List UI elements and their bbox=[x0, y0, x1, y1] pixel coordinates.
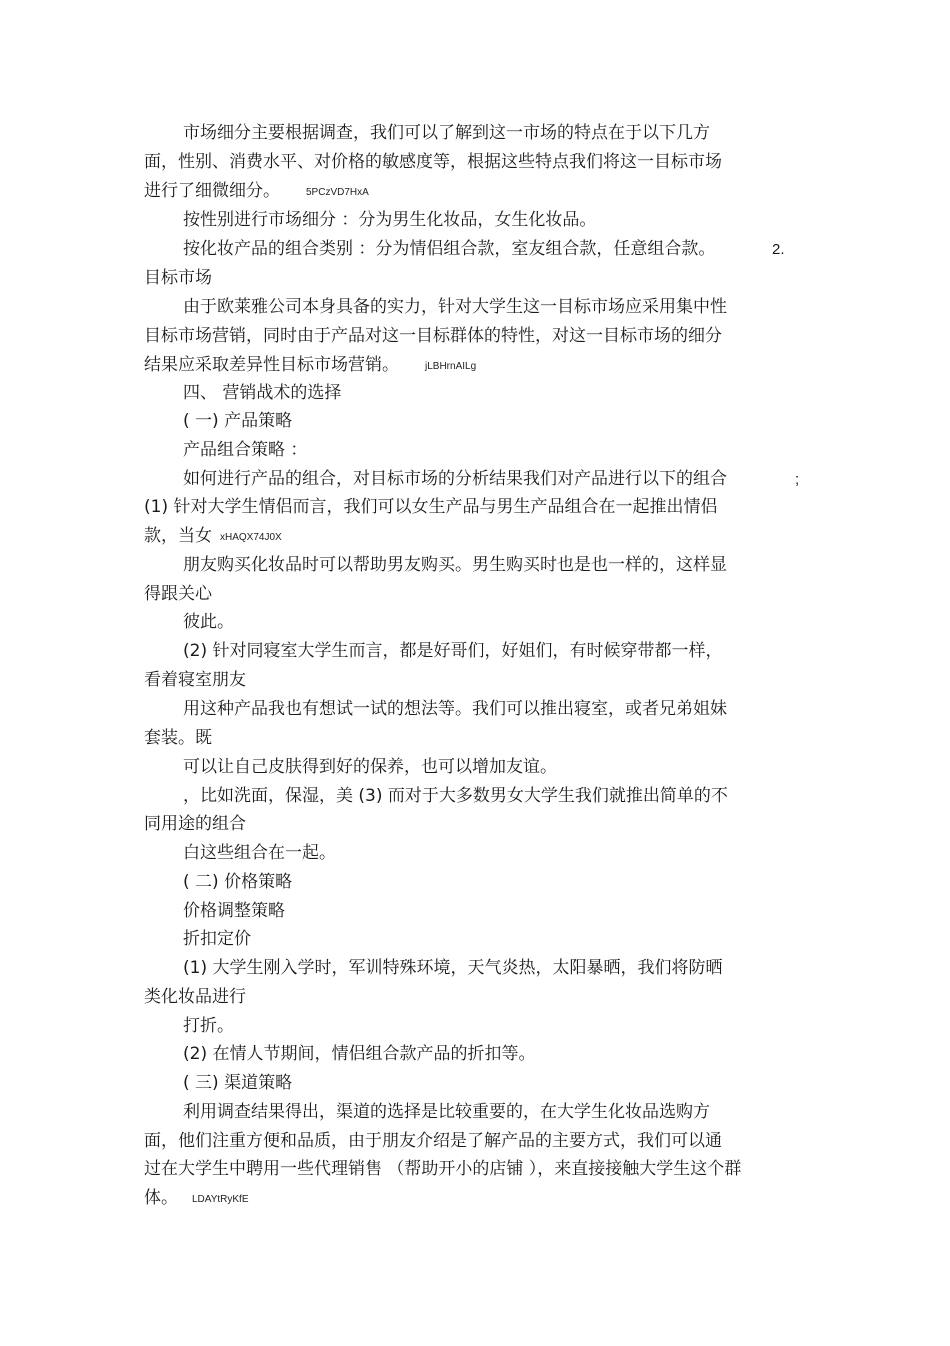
paragraph-line: 折扣定价 bbox=[183, 929, 251, 949]
line-text: 结果应采取差异性目标市场营销。 bbox=[144, 355, 399, 375]
paragraph-line: 套装。既 bbox=[144, 728, 212, 748]
paragraph-line: ，比如洗面，保湿，美 (3) 而对于大多数男女大学生我们就推出简单的不 bbox=[183, 786, 728, 806]
paragraph-line: 朋友购买化妆品时可以帮助男友购买。男生购买时也是也一样的，这样显 bbox=[183, 555, 727, 575]
paragraph-line: 如何进行产品的组合，对目标市场的分析结果我们对产品进行以下的组合 bbox=[183, 469, 727, 489]
paragraph-line: 按化妆产品的组合类别 ：分为情侣组合款，室友组合款，任意组合款。 bbox=[183, 239, 716, 259]
subsection-heading: ( 三) 渠道策略 bbox=[183, 1073, 293, 1093]
line-text: 进行了细微细分。 bbox=[144, 181, 280, 201]
paragraph-line: 同用途的组合 bbox=[144, 814, 246, 834]
section-heading: 四、 营销战术的选择 bbox=[183, 383, 342, 403]
paragraph-line: (2) 在情人节期间，情侣组合款产品的折扣等。 bbox=[183, 1044, 536, 1064]
paragraph-line: 用这种产品我也有想试一试的想法等。我们可以推出寝室，或者兄弟姐妹 bbox=[183, 699, 727, 719]
paragraph-line: 白这些组合在一起。 bbox=[183, 843, 336, 863]
paragraph-line: (1) 针对大学生情侣而言，我们可以女生产品与男生产品组合在一起推出情侣 bbox=[144, 497, 718, 517]
line-text: 体。 bbox=[144, 1188, 178, 1208]
paragraph-line: 价格调整策略 bbox=[183, 901, 285, 921]
paragraph-line: 市场细分主要根据调查，我们可以了解到这一市场的特点在于以下几方 bbox=[183, 123, 710, 143]
subsection-heading: ( 一) 产品策略 bbox=[183, 411, 293, 431]
watermark-code: LDAYtRyKfE bbox=[192, 1194, 249, 1205]
paragraph-line: 彼此。 bbox=[183, 612, 234, 632]
paragraph-line bbox=[144, 181, 369, 203]
watermark-code: jLBHrnAILg bbox=[425, 361, 477, 372]
paragraph-line bbox=[144, 1188, 249, 1210]
paragraph-line: 面，性别、消费水平、对价格的敏感度等，根据这些特点我们将这一目标市场 bbox=[144, 152, 722, 172]
paragraph-line: 类化妆品进行 bbox=[144, 987, 246, 1007]
paragraph-line bbox=[144, 526, 282, 548]
paragraph-line: 得跟关心 bbox=[144, 584, 212, 604]
semicolon-mark: ; bbox=[795, 471, 800, 488]
paragraph-line: (2) 针对同寝室大学生而言，都是好哥们，好姐们，有时候穿带都一样， bbox=[183, 641, 723, 661]
paragraph-line: (1) 大学生刚入学时，军训特殊环境，天气炎热，太阳暴晒，我们将防晒 bbox=[183, 958, 723, 978]
paragraph-line: 目标市场营销，同时由于产品对这一目标群体的特性，对这一目标市场的细分 bbox=[144, 326, 722, 346]
watermark-code: 5PCzVD7HxA bbox=[306, 187, 369, 198]
line-text: 款，当女 bbox=[144, 526, 212, 546]
paragraph-line: 面，他们注重方便和品质，由于朋友介绍是了解产品的主要方式，我们可以通 bbox=[144, 1131, 722, 1151]
paragraph-line: 打折。 bbox=[183, 1016, 234, 1036]
section-heading: 目标市场 bbox=[144, 268, 212, 288]
paragraph-line: 按性别进行市场细分 ：分为男生化妆品，女生化妆品。 bbox=[183, 210, 597, 230]
paragraph-line bbox=[144, 355, 476, 377]
paragraph-line: 可以让自己皮肤得到好的保养，也可以增加友谊。 bbox=[183, 757, 557, 777]
paragraph-line: 看着寝室朋友 bbox=[144, 670, 246, 690]
section-number: 2. bbox=[772, 241, 785, 258]
subsection-heading: ( 二) 价格策略 bbox=[183, 872, 293, 892]
paragraph-line: 产品组合策略 ： bbox=[183, 440, 308, 460]
paragraph-line: 利用调查结果得出，渠道的选择是比较重要的，在大学生化妆品选购方 bbox=[183, 1102, 710, 1122]
paragraph-line: 过在大学生中聘用一些代理销售 （帮助开小的店铺 ），来直接接触大学生这个群 bbox=[144, 1159, 742, 1179]
paragraph-line: 由于欧莱雅公司本身具备的实力，针对大学生这一目标市场应采用集中性 bbox=[183, 297, 727, 317]
watermark-code: xHAQX74J0X bbox=[220, 532, 282, 543]
